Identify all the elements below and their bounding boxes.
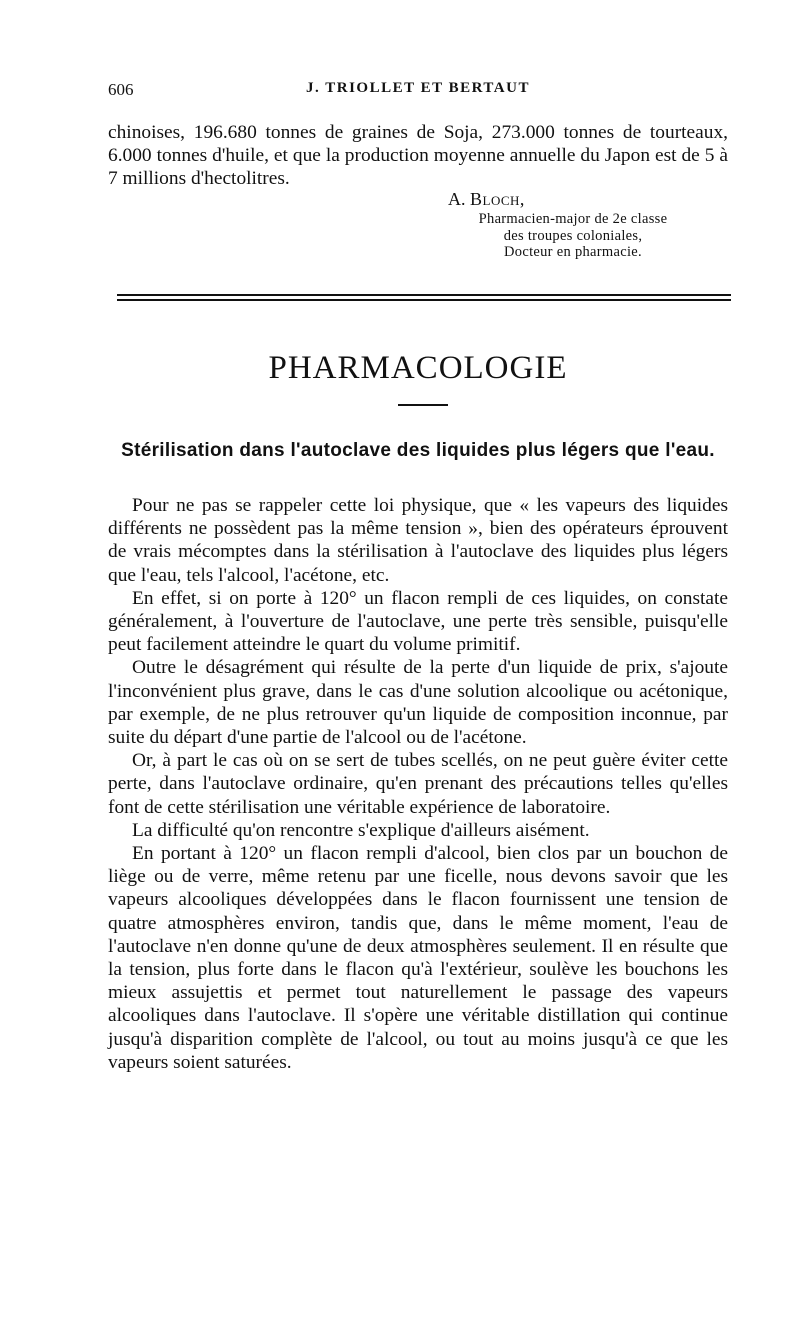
running-title: J. TRIOLLET ET BERTAUT	[306, 80, 530, 96]
body-paragraph: Outre le désagrément qui résulte de la perte d'un liquide de prix, s'ajoute l'inconvénient plus grave, dans le cas d'une solution alcoolique ou acétonique, par exemple, de ne plus retrouver qu'un liquide de composition inconnue, par suite du départ d'une partie de l'alcool ou de l'acétone.	[108, 657, 728, 749]
section-title: PHARMACOLOGIE	[268, 350, 568, 386]
continued-paragraph: chinoises, 196.680 tonnes de graines de Soja, 273.000 tonnes de tourteaux, 6.000 tonnes d'huile, et que la production moyenne annuelle du Japon est de 5 à 7 millions d'hectolitres.	[108, 122, 728, 190]
body-paragraph: Or, à part le cas où on se sert de tubes scellés, on ne peut guère éviter cette perte, dans l'autoclave ordinaire, qu'en prenant des précautions telles qu'elles font de cette stérilisation une véritable expérience de laboratoire.	[108, 750, 728, 818]
signature-line: des troupes coloniales,	[503, 227, 643, 244]
running-head	[108, 80, 728, 102]
signature-surname: Bloch,	[470, 189, 525, 209]
signature-line: Pharmacien-major de 2e classe	[478, 211, 668, 227]
signature-initial: A.	[448, 189, 466, 209]
article-title: Stérilisation dans l'autoclave des liquides plus légers que l'eau.	[121, 440, 715, 461]
body-paragraph: Pour ne pas se rappeler cette loi physique, que « les vapeurs des liquides différents ne possèdent pas la même tension », bien des opérateurs éprouvent de vrais mécomptes dans la stérilisation à l'autoclave des liquides plus légers que l'eau, tels l'alcool, l'acétone, etc.	[108, 495, 728, 586]
signature-credentials	[408, 211, 738, 261]
signature-name	[448, 189, 525, 210]
body-paragraph: En effet, si on porte à 120° un flacon rempli de ces liquides, on constate généralement, à l'ouverture de l'autoclave, une perte très sensible, puisqu'elle peut facilement atteindre le quart du volume primitif.	[108, 587, 728, 656]
body-paragraph: La difficulté qu'on rencontre s'explique d'ailleurs aisément.	[132, 819, 590, 841]
section-divider	[117, 294, 731, 301]
page-number: 606	[108, 80, 134, 99]
body-paragraph: En portant à 120° un flacon rempli d'alcool, bien clos par un bouchon de liège ou de verre, même retenu par une ficelle, nous devons savoir que les vapeurs alcooliques développées dans le flacon fournissent une tension de quatre atmosphères environ, tandis que, dans le même moment, l'eau de l'autoclave n'en donne qu'une de deux atmosphères seulement. Il en résulte que la tension, plus forte dans le flacon qu'à l'extérieur, soulève les bouchons les mieux assujettis et permet tout naturellement le passage des vapeurs alcooliques dans l'autoclave. Il s'opère une véritable distillation qui continue jusqu'à disparition complète de l'alcool, ou tout au moins jusqu'à ce que les vapeurs soient saturées.	[108, 843, 728, 1073]
title-underline	[398, 404, 448, 406]
signature-line: Docteur en pharmacie.	[504, 244, 642, 260]
document-page	[108, 0, 728, 1323]
article-body	[108, 494, 728, 1074]
